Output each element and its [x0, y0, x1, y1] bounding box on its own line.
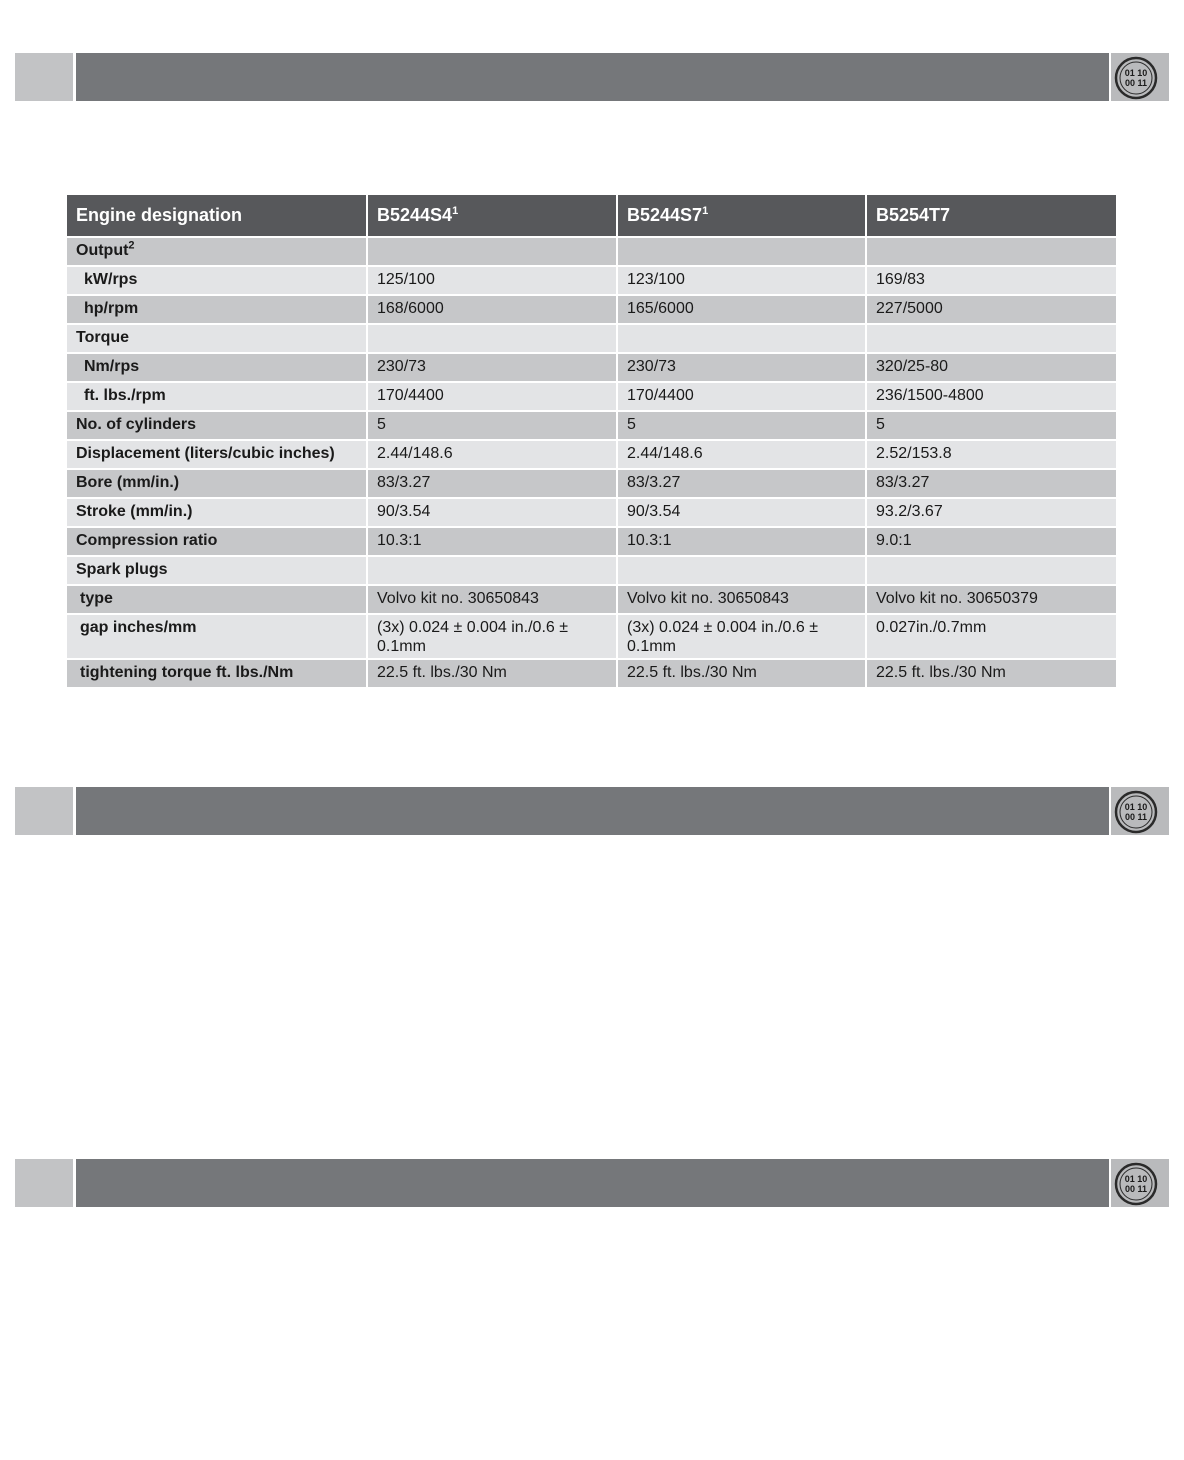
table-row [67, 556, 1116, 585]
row-label: Spark plugs [67, 556, 367, 585]
cell: 2.52/153.8 [866, 440, 1116, 469]
bar-main [76, 787, 1109, 835]
table-header-row [67, 195, 1116, 237]
cell: 93.2/3.67 [866, 498, 1116, 527]
cell: 230/73 [367, 353, 617, 382]
cell: 2.44/148.6 [617, 440, 866, 469]
icon-text-bottom: 00 11 [1124, 812, 1148, 822]
cell: 169/83 [866, 266, 1116, 295]
row-label: Compression ratio [67, 527, 367, 556]
footnote-marker: 2 [128, 239, 135, 252]
header-engine-designation: Engine designation [67, 195, 367, 237]
cell: 5 [866, 411, 1116, 440]
table-row [67, 382, 1116, 411]
table-row [67, 353, 1116, 382]
cell: 22.5 ft. lbs./30 Nm [866, 659, 1116, 687]
cell: 22.5 ft. lbs./30 Nm [617, 659, 866, 687]
cell: 2.44/148.6 [367, 440, 617, 469]
table-row [67, 659, 1116, 687]
section-header-bar-2 [0, 787, 1184, 835]
table-row [67, 614, 1116, 659]
cell: 5 [367, 411, 617, 440]
table-row [67, 324, 1116, 353]
table-row [67, 411, 1116, 440]
footnote-marker: 1 [452, 205, 459, 217]
header-b5244s4: $B5244S4^1$ [367, 195, 617, 237]
cell: 9.0:1 [866, 527, 1116, 556]
table-row [67, 527, 1116, 556]
section-header-bar-1 [0, 53, 1184, 101]
cell: (3x) 0.024 ± 0.004 in./0.6 ± 0.1mm [367, 614, 617, 659]
icon-text-bottom: 00 11 [1124, 78, 1148, 88]
cell: 90/3.54 [367, 498, 617, 527]
cell: 168/6000 [367, 295, 617, 324]
cell [866, 556, 1116, 585]
cell: Volvo kit no. 30650379 [866, 585, 1116, 614]
table-row [67, 295, 1116, 324]
binary-digits-icon [1114, 790, 1158, 834]
cell: Volvo kit no. 30650843 [367, 585, 617, 614]
bar-main [76, 53, 1109, 101]
cell: (3x) 0.024 ± 0.004 in./0.6 ± 0.1mm [617, 614, 866, 659]
cell [367, 237, 617, 266]
cell: 123/100 [617, 266, 866, 295]
cell: 236/1500-4800 [866, 382, 1116, 411]
bar-tab [15, 53, 73, 101]
cell: 170/4400 [367, 382, 617, 411]
engine-spec-table [67, 195, 1116, 687]
icon-text-top: 01 10 [1124, 1174, 1148, 1184]
section-header-bar-3 [0, 1159, 1184, 1207]
table-row [67, 469, 1116, 498]
cell: 227/5000 [866, 295, 1116, 324]
table-row [67, 266, 1116, 295]
row-label: gap inches/mm [67, 614, 367, 659]
table-row [67, 585, 1116, 614]
cell: 170/4400 [617, 382, 866, 411]
cell: 5 [617, 411, 866, 440]
row-label: kW/rps [67, 266, 367, 295]
icon-text-top: 01 10 [1124, 802, 1148, 812]
row-label: Nm/rps [67, 353, 367, 382]
table-row [67, 237, 1116, 266]
table-row [67, 440, 1116, 469]
row-label: Output$^2$ [67, 237, 367, 266]
row-label: No. of cylinders [67, 411, 367, 440]
cell: 10.3:1 [367, 527, 617, 556]
row-label: Stroke (mm/in.) [67, 498, 367, 527]
row-label: tightening torque ft. lbs./Nm [67, 659, 367, 687]
row-label: type [67, 585, 367, 614]
row-label: hp/rpm [67, 295, 367, 324]
cell: 83/3.27 [617, 469, 866, 498]
cell: 83/3.27 [367, 469, 617, 498]
cell: 90/3.54 [617, 498, 866, 527]
cell: Volvo kit no. 30650843 [617, 585, 866, 614]
cell [617, 324, 866, 353]
header-b5254t7: B5254T7 [866, 195, 1116, 237]
cell [367, 556, 617, 585]
bar-tab [15, 1159, 73, 1207]
cell: 125/100 [367, 266, 617, 295]
cell [866, 324, 1116, 353]
cell: 165/6000 [617, 295, 866, 324]
header-b5244s7: $B5244S7^1$ [617, 195, 866, 237]
row-label: Displacement (liters/cubic inches) [67, 440, 367, 469]
footnote-marker: 1 [702, 205, 709, 217]
bar-main [76, 1159, 1109, 1207]
cell [367, 324, 617, 353]
icon-text-top: 01 10 [1124, 68, 1148, 78]
cell [617, 556, 866, 585]
binary-digits-icon [1114, 56, 1158, 100]
cell: 230/73 [617, 353, 866, 382]
row-label: ft. lbs./rpm [67, 382, 367, 411]
table-row [67, 498, 1116, 527]
icon-text-bottom: 00 11 [1124, 1184, 1148, 1194]
binary-digits-icon [1114, 1162, 1158, 1206]
row-label: Torque [67, 324, 367, 353]
cell: 0.027in./0.7mm [866, 614, 1116, 659]
cell [866, 237, 1116, 266]
cell: 10.3:1 [617, 527, 866, 556]
cell: 22.5 ft. lbs./30 Nm [367, 659, 617, 687]
cell: 83/3.27 [866, 469, 1116, 498]
cell [617, 237, 866, 266]
bar-tab [15, 787, 73, 835]
cell: 320/25-80 [866, 353, 1116, 382]
row-label: Bore (mm/in.) [67, 469, 367, 498]
